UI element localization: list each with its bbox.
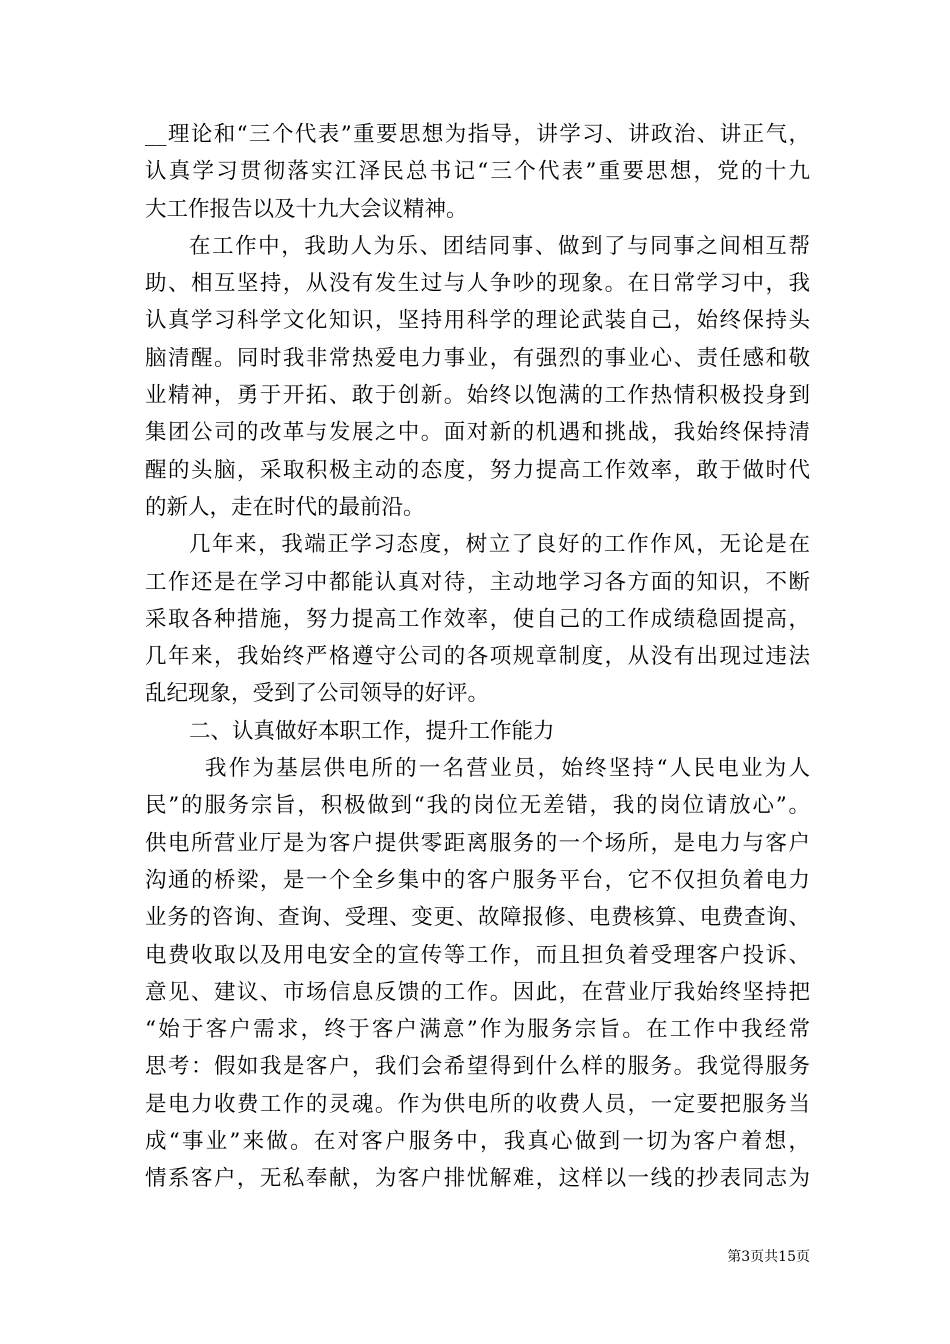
text-line: 意见、建议、市场信息反馈的工作。因此，在营业厅我始终坚持把 [145, 979, 810, 1005]
text-line: 几年来，我始终严格遵守公司的各项规章制度，从没有出现过违法 [145, 644, 810, 670]
text-line: 工作还是在学习中都能认真对待，主动地学习各方面的知识，不断 [145, 569, 810, 595]
text-line: 采取各种措施，努力提高工作效率，使自己的工作成绩稳固提高， [145, 606, 810, 632]
text-line: 沟通的桥梁，是一个全乡集中的客户服务平台，它不仅担负着电力 [145, 867, 810, 893]
text-line: 集团公司的改革与发展之中。面对新的机遇和挑战，我始终保持清 [145, 420, 810, 446]
text-line: 业精神，勇于开拓、敢于创新。始终以饱满的工作热情积极投身到 [145, 383, 810, 409]
text-line: “始于客户需求，终于客户满意”作为服务宗旨。在工作中我经常 [145, 1017, 810, 1043]
section-heading: 二、认真做好本职工作，提升工作能力 [189, 718, 555, 744]
page-number: 第3页共15页 [727, 1249, 810, 1265]
text-line: 供电所营业厅是为客户提供零距离服务的一个场所，是电力与客户 [145, 830, 810, 856]
text-line: 几年来，我端正学习态度，树立了良好的工作作风，无论是在 [189, 532, 810, 558]
text-line: 脑清醒。同时我非常热爱电力事业，有强烈的事业心、责任感和敬 [145, 345, 810, 371]
text-line: 业务的咨询、查询、受理、变更、故障报修、电费核算、电费查询、 [145, 905, 810, 931]
text-line: 认真学习科学文化知识，坚持用科学的理论武装自己，始终保持头 [145, 308, 810, 334]
text-line: __理论和“三个代表”重要思想为指导，讲学习、讲政治、讲正气， [145, 122, 810, 147]
text-line: 认真学习贯彻落实江泽民总书记“三个代表”重要思想，党的十九 [145, 159, 810, 185]
document-body [145, 116, 810, 1198]
text-line: 在工作中，我助人为乐、团结同事、做到了与同事之间相互帮 [189, 233, 810, 259]
text-line: 的新人，走在时代的最前沿。 [145, 494, 425, 520]
text-line: 助、相互坚持，从没有发生过与人争吵的现象。在日常学习中，我 [145, 271, 810, 297]
text-line: 乱纪现象，受到了公司领导的好评。 [145, 681, 490, 707]
text-line: 民”的服务宗旨，积极做到“我的岗位无差错，我的岗位请放心”。 [145, 793, 810, 819]
text-line: 我作为基层供电所的一名营业员，始终坚持“人民电业为人 [205, 756, 810, 782]
text-line: 思考：假如我是客户，我们会希望得到什么样的服务。我觉得服务 [145, 1054, 810, 1080]
text-line: 大工作报告以及十九大会议精神。 [145, 196, 468, 222]
text-line: 电费收取以及用电安全的宣传等工作，而且担负着受理客户投诉、 [145, 942, 810, 968]
text-line: 是电力收费工作的灵魂。作为供电所的收费人员，一定要把服务当 [145, 1091, 810, 1117]
text-line: 成“事业”来做。在对客户服务中，我真心做到一切为客户着想， [145, 1129, 810, 1155]
text-line: 醒的头脑，采取积极主动的态度，努力提高工作效率，敢于做时代 [145, 457, 810, 483]
text-line: 情系客户，无私奉献，为客户排忧解难，这样以一线的抄表同志为 [145, 1166, 810, 1192]
